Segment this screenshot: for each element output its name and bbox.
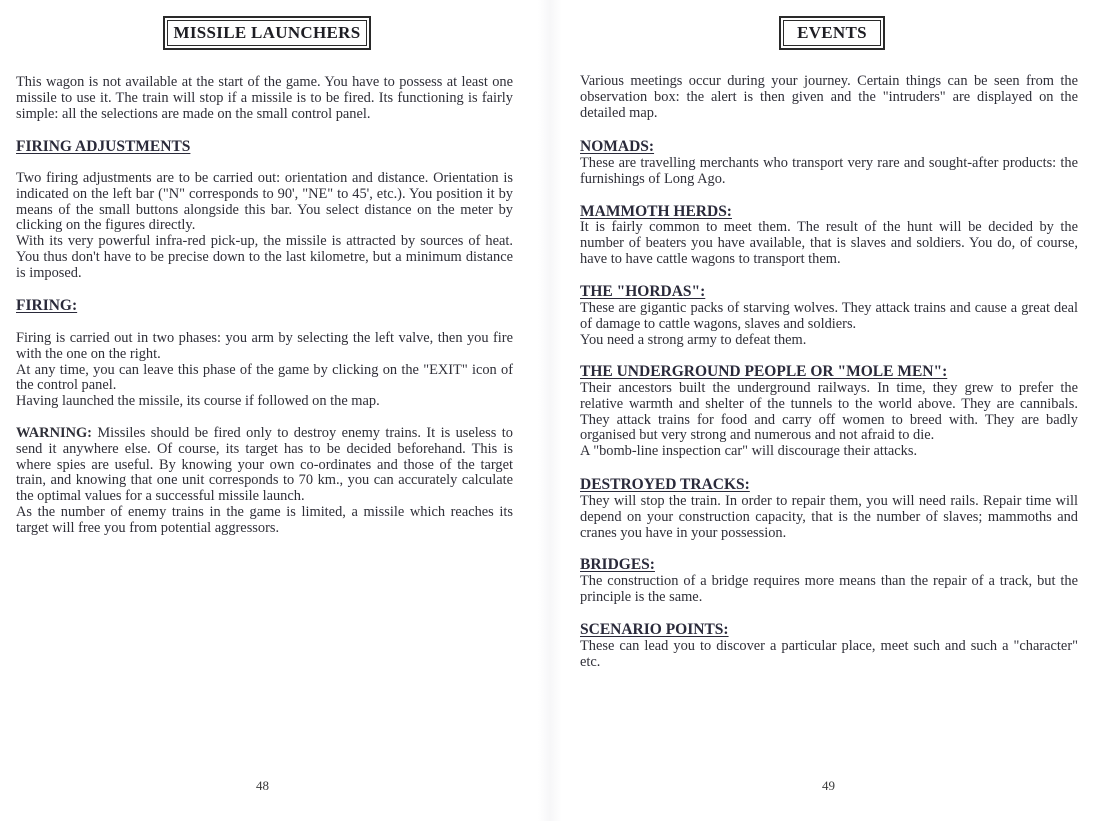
firing-adjustments-heading: FIRING ADJUSTMENTS — [16, 138, 191, 155]
firing-heading: FIRING: — [16, 297, 78, 314]
bridges-paragraph: The construction of a bridge requires more means than the repair of a track, but the principle is the same. — [580, 573, 1078, 605]
destroyed-tracks-body — [580, 494, 1078, 541]
right-page-number: 49 — [822, 778, 835, 793]
hordas-body — [580, 301, 1078, 348]
bridges-body — [580, 574, 1078, 606]
mole-men-heading: THE UNDERGROUND PEOPLE OR "MOLE MEN": — [580, 363, 948, 380]
bridges-heading: BRIDGES: — [580, 556, 655, 573]
nomads-body — [580, 156, 1078, 188]
scenario-points-heading: SCENARIO POINTS: — [580, 621, 729, 638]
right-page — [550, 0, 1100, 821]
missile-intro-paragraph: This wagon is not available at the start of the game. You have to possess at least one missile to use it. The train will stop if a missile is to be fired. Its functioning is fairly simple: all the selections are made on the small control panel. — [16, 74, 513, 122]
mole-men-paragraph: A "bomb-line inspection car" will discourage their attacks. — [580, 443, 918, 460]
hordas-paragraph: These are gigantic packs of starving wolves. They attack trains and cause a great deal of damage to cattle wagons, slaves and soldiers. — [580, 300, 1078, 332]
hordas-paragraph: You need a strong army to defeat them. — [580, 331, 807, 348]
firing-adjustments-paragraph: With its very powerful infra-red pick-up, the missile is attracted by sources of heat. You thus don't have to be precise down to the last kilometre, but a minimum distance is imposed. — [16, 233, 513, 281]
firing-paragraph: Having launched the missile, its course if followed on the map. — [16, 393, 380, 410]
left-page-number: 48 — [256, 778, 269, 793]
mole-men-body — [580, 381, 1078, 460]
mammoth-herds-heading: MAMMOTH HERDS: — [580, 203, 732, 220]
destroyed-tracks-heading: DESTROYED TRACKS: — [580, 476, 750, 493]
warning-paragraph — [16, 426, 513, 505]
warning-text: Missiles should be fired only to destroy enemy trains. It is useless to send it anywhere else. Of course, its target has to be decided beforehand. This is where spies are useful. By knowing your own co-ordinates and those of the target train, and knowing that one unit corresponds to 70 km., you can accurately calculate the optimal values for a successful missile launch. — [16, 425, 513, 505]
warning-block — [16, 426, 513, 537]
nomads-paragraph: These are travelling merchants who transport very rare and sought-after products: the furnishings of Long Ago. — [580, 155, 1078, 187]
hordas-heading: THE "HORDAS": — [580, 283, 706, 300]
left-page-title: MISSILE LAUNCHERS — [163, 16, 371, 50]
scenario-points-paragraph: These can lead you to discover a particular place, meet such and such a "character" etc. — [580, 638, 1078, 670]
mammoth-herds-body — [580, 220, 1078, 267]
destroyed-tracks-paragraph: They will stop the train. In order to repair them, you will need rails. Repair time will depend on your construction capacity, that is the number of slaves; mammoths and cranes you have in your possession. — [580, 493, 1078, 541]
mammoth-herds-paragraph: It is fairly common to meet them. The result of the hunt will be decided by the number of beaters you have available, that is slaves and soldiers. You do, of course, have to have cattle wagons to transport them. — [580, 219, 1078, 267]
nomads-heading: NOMADS: — [580, 138, 655, 155]
right-page-title: EVENTS — [779, 16, 885, 50]
warning-label: WARNING: — [16, 425, 92, 441]
events-intro-paragraph: Various meetings occur during your journey. Certain things can be seen from the observation box: the alert is then given and the "intruders" are displayed on the detailed map. — [580, 73, 1078, 121]
firing-body — [16, 331, 513, 410]
firing-adjustments-body — [16, 171, 513, 282]
mole-men-paragraph: Their ancestors built the underground railways. In time, they grew to prefer the relative warmth and shelter of the tunnels to the world above. They are cannibals. They attack trains for food and carry off women to breed with. They are badly organised but very strong and numerous and not afraid to die. — [580, 380, 1078, 444]
firing-paragraph: At any time, you can leave this phase of the game by clicking on the "EXIT" icon of the control panel. — [16, 361, 513, 394]
firing-adjustments-paragraph: Two firing adjustments are to be carried out: orientation and distance. Orientation is indicated on the left bar ("N" corresponds to 90', "NE" to 45', etc.). You position it by means of the small buttons alongside this bar. You select distance on the meter by clicking on the figures directly. — [16, 170, 513, 234]
warning-followup-paragraph: As the number of enemy trains in the game is limited, a missile which reaches its target will free you from potential aggressors. — [16, 503, 513, 536]
firing-paragraph: Firing is carried out in two phases: you arm by selecting the left valve, then you fire with the one on the right. — [16, 330, 513, 362]
scenario-points-body — [580, 639, 1078, 671]
